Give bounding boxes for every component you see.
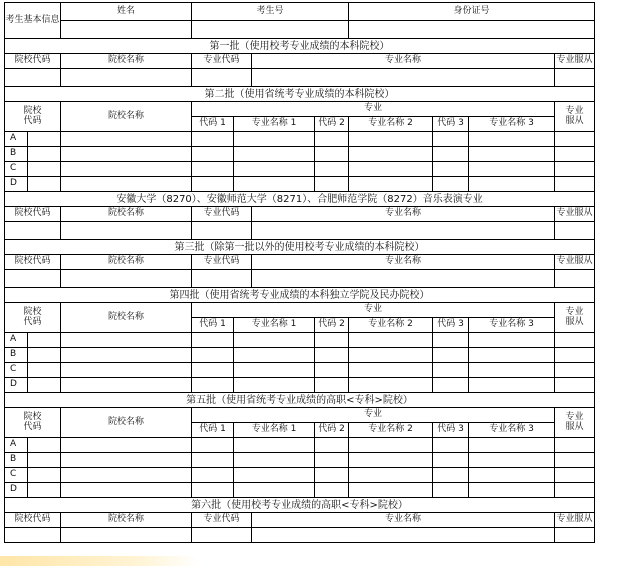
table-cell[interactable]: [469, 483, 555, 498]
table-cell[interactable]: [234, 468, 315, 483]
table-cell[interactable]: [192, 177, 234, 192]
row-letter: D: [5, 378, 28, 393]
table-cell[interactable]: [433, 348, 469, 363]
table-cell[interactable]: [349, 147, 433, 162]
code1-header: 代码 1: [192, 423, 234, 438]
table-cell[interactable]: [555, 147, 595, 162]
table-cell[interactable]: [433, 147, 469, 162]
table-cell[interactable]: [469, 468, 555, 483]
table-cell[interactable]: [433, 177, 469, 192]
table-cell[interactable]: [28, 348, 61, 363]
major-name-header: 专业名称: [252, 255, 555, 270]
school-short-label: 院校: [23, 411, 42, 422]
batch1-title: 第一批（使用校考专业成绩的本科院校）: [5, 39, 595, 54]
table-cell[interactable]: [234, 132, 315, 147]
school-name-header: 院校名称: [61, 54, 192, 69]
school-name-header: 院校名称: [61, 513, 192, 528]
table-cell[interactable]: [28, 132, 61, 147]
table-cell[interactable]: [234, 348, 315, 363]
row-letter: D: [5, 177, 28, 192]
table-cell[interactable]: [433, 363, 469, 378]
table-cell[interactable]: [192, 162, 234, 177]
table-cell[interactable]: [469, 333, 555, 348]
table-cell[interactable]: [315, 438, 349, 453]
table-cell[interactable]: [61, 468, 192, 483]
obey-bottom-label: 服从: [565, 115, 584, 126]
obey-bottom-label: 服从: [565, 316, 584, 327]
batch3-title: 第三批（除第一批以外的使用校考专业成绩的本科院校）: [5, 240, 595, 255]
name3-header: 专业名称 3: [469, 117, 555, 132]
bottom-glow-strip: [0, 556, 200, 566]
exam-no-field[interactable]: [192, 21, 349, 39]
obey-header: 专业服从: [555, 255, 595, 270]
school-name-cell[interactable]: [61, 528, 192, 543]
obey-cell[interactable]: [555, 270, 595, 288]
table-cell[interactable]: [469, 363, 555, 378]
table-cell[interactable]: [234, 333, 315, 348]
table-cell[interactable]: [433, 378, 469, 393]
major-code-cell[interactable]: [192, 222, 252, 240]
table-cell[interactable]: [469, 438, 555, 453]
table-cell[interactable]: [349, 483, 433, 498]
school-code-header: 院校代码: [5, 54, 61, 69]
table-cell[interactable]: [315, 147, 349, 162]
major-code-header: 专业代码: [192, 255, 252, 270]
row-letter: A: [5, 333, 28, 348]
major-code-header: 专业代码: [192, 207, 252, 222]
table-cell[interactable]: [555, 333, 595, 348]
row-letter: D: [5, 483, 28, 498]
table-cell[interactable]: [192, 147, 234, 162]
table-cell[interactable]: [192, 483, 234, 498]
table-cell[interactable]: [349, 378, 433, 393]
volunteer-form-table: [4, 2, 595, 543]
code-short-label: 代码: [23, 316, 42, 327]
obey-header: 专业服从: [555, 207, 595, 222]
code1-header: 代码 1: [192, 117, 234, 132]
table-cell[interactable]: [192, 468, 234, 483]
table-cell[interactable]: [28, 438, 61, 453]
code3-header: 代码 3: [433, 117, 469, 132]
row-letter: C: [5, 363, 28, 378]
name1-header: 专业名称 1: [234, 423, 315, 438]
table-cell[interactable]: [555, 348, 595, 363]
table-cell[interactable]: [61, 132, 192, 147]
table-cell[interactable]: [61, 363, 192, 378]
table-cell[interactable]: [433, 438, 469, 453]
major-code-header: 专业代码: [192, 513, 252, 528]
table-cell[interactable]: [234, 147, 315, 162]
table-cell[interactable]: [555, 453, 595, 468]
table-cell[interactable]: [555, 438, 595, 453]
table-cell[interactable]: [349, 177, 433, 192]
table-cell[interactable]: [61, 378, 192, 393]
obey-top-label: 专业: [565, 411, 584, 422]
batch6-title: 第六批（使用校考专业成绩的高职<专科>院校）: [5, 498, 595, 513]
row-letter: B: [5, 147, 28, 162]
name2-header: 专业名称 2: [349, 423, 433, 438]
school-code-header: 院校代码: [5, 255, 61, 270]
table-cell[interactable]: [28, 363, 61, 378]
table-cell[interactable]: [349, 438, 433, 453]
table-cell[interactable]: [469, 147, 555, 162]
table-cell[interactable]: [469, 378, 555, 393]
table-cell[interactable]: [433, 333, 469, 348]
table-cell[interactable]: [433, 483, 469, 498]
table-cell[interactable]: [469, 348, 555, 363]
obey-header: [555, 303, 595, 333]
table-cell[interactable]: [315, 348, 349, 363]
row-letter: B: [5, 453, 28, 468]
name2-header: 专业名称 2: [349, 318, 433, 333]
obey-bottom-label: 服从: [565, 421, 584, 432]
table-cell[interactable]: [555, 468, 595, 483]
row-letter: B: [5, 348, 28, 363]
music-title: 安徽大学（8270）、安徽师范大学（8271）、合肥师范学院（8272）音乐表演专业: [5, 192, 595, 207]
school-short-label: 院校: [23, 306, 42, 317]
table-cell[interactable]: [315, 132, 349, 147]
table-cell[interactable]: [315, 177, 349, 192]
id-no-label: 身份证号: [349, 3, 595, 21]
table-cell[interactable]: [192, 132, 234, 147]
obey-header: [555, 408, 595, 438]
table-cell[interactable]: [555, 162, 595, 177]
school-code-header: [5, 408, 61, 438]
code3-header: 代码 3: [433, 318, 469, 333]
row-letter: C: [5, 162, 28, 177]
table-cell[interactable]: [315, 363, 349, 378]
batch5-title: 第五批（使用省统考专业成绩的高职<专科>院校）: [5, 393, 595, 408]
major-code-cell[interactable]: [192, 528, 252, 543]
code2-header: 代码 2: [315, 423, 349, 438]
table-cell[interactable]: [555, 132, 595, 147]
obey-cell[interactable]: [555, 528, 595, 543]
table-cell[interactable]: [192, 378, 234, 393]
major-code-cell[interactable]: [192, 270, 252, 288]
school-name-header: 院校名称: [61, 207, 192, 222]
table-cell[interactable]: [469, 453, 555, 468]
school-code-cell[interactable]: [5, 528, 61, 543]
school-name-header: 院校名称: [61, 255, 192, 270]
school-code-header: 院校代码: [5, 207, 61, 222]
table-cell[interactable]: [469, 177, 555, 192]
table-cell[interactable]: [234, 438, 315, 453]
school-name-header: 院校名称: [61, 408, 192, 438]
table-cell[interactable]: [234, 453, 315, 468]
table-cell[interactable]: [349, 162, 433, 177]
exam-no-label: 考生号: [192, 3, 349, 21]
table-cell[interactable]: [469, 162, 555, 177]
obey-top-label: 专业: [565, 306, 584, 317]
table-cell[interactable]: [234, 363, 315, 378]
table-cell[interactable]: [192, 453, 234, 468]
table-cell[interactable]: [234, 483, 315, 498]
table-cell[interactable]: [433, 453, 469, 468]
row-letter: A: [5, 132, 28, 147]
table-cell[interactable]: [61, 333, 192, 348]
table-cell[interactable]: [28, 177, 61, 192]
table-cell[interactable]: [234, 177, 315, 192]
row-letter: C: [5, 468, 28, 483]
table-cell[interactable]: [555, 177, 595, 192]
school-name-header: 院校名称: [61, 102, 192, 132]
name2-header: 专业名称 2: [349, 117, 433, 132]
obey-header: 专业服从: [555, 54, 595, 69]
table-cell[interactable]: [61, 162, 192, 177]
obey-header: 专业服从: [555, 513, 595, 528]
table-cell[interactable]: [61, 453, 192, 468]
school-code-header: [5, 102, 61, 132]
school-code-cell[interactable]: [5, 222, 61, 240]
row-letter: A: [5, 438, 28, 453]
school-name-cell[interactable]: [61, 69, 192, 87]
table-cell[interactable]: [349, 468, 433, 483]
table-cell[interactable]: [61, 483, 192, 498]
major-name-header: 专业名称: [252, 54, 555, 69]
table-cell[interactable]: [349, 333, 433, 348]
table-cell[interactable]: [315, 333, 349, 348]
table-cell[interactable]: [192, 348, 234, 363]
obey-top-label: 专业: [565, 105, 584, 116]
table-cell[interactable]: [315, 453, 349, 468]
major-code-cell[interactable]: [192, 69, 252, 87]
table-cell[interactable]: [28, 162, 61, 177]
table-cell[interactable]: [349, 348, 433, 363]
batch2-title: 第二批（使用省统考专业成绩的本科院校）: [5, 87, 595, 102]
school-name-cell[interactable]: [61, 222, 192, 240]
name3-header: 专业名称 3: [469, 318, 555, 333]
table-cell[interactable]: [555, 363, 595, 378]
code-short-label: 代码: [23, 115, 42, 126]
batch4-title: 第四批（使用省统考专业成绩的本科独立学院及民办院校）: [5, 288, 595, 303]
table-cell[interactable]: [28, 483, 61, 498]
major-code-header: 专业代码: [192, 54, 252, 69]
table-cell[interactable]: [192, 333, 234, 348]
table-cell[interactable]: [28, 147, 61, 162]
table-cell[interactable]: [192, 438, 234, 453]
code1-header: 代码 1: [192, 318, 234, 333]
table-cell[interactable]: [28, 468, 61, 483]
table-cell[interactable]: [28, 453, 61, 468]
table-cell[interactable]: [315, 483, 349, 498]
table-cell[interactable]: [192, 363, 234, 378]
major-name-cell[interactable]: [252, 69, 555, 87]
basic-info-label: 考生基本信息: [5, 3, 61, 39]
table-cell[interactable]: [349, 453, 433, 468]
table-cell[interactable]: [315, 468, 349, 483]
table-cell[interactable]: [61, 147, 192, 162]
school-code-header: [5, 303, 61, 333]
table-cell[interactable]: [315, 378, 349, 393]
school-name-cell[interactable]: [61, 270, 192, 288]
table-cell[interactable]: [61, 177, 192, 192]
table-cell[interactable]: [349, 363, 433, 378]
code2-header: 代码 2: [315, 318, 349, 333]
table-cell[interactable]: [433, 132, 469, 147]
school-code-cell[interactable]: [5, 270, 61, 288]
major-name-cell[interactable]: [252, 528, 555, 543]
table-cell[interactable]: [433, 468, 469, 483]
table-cell[interactable]: [315, 162, 349, 177]
code-short-label: 代码: [23, 421, 42, 432]
code3-header: 代码 3: [433, 423, 469, 438]
table-cell[interactable]: [28, 333, 61, 348]
major-name-cell[interactable]: [252, 270, 555, 288]
obey-header: [555, 102, 595, 132]
code2-header: 代码 2: [315, 117, 349, 132]
name3-header: 专业名称 3: [469, 423, 555, 438]
obey-cell[interactable]: [555, 222, 595, 240]
table-cell[interactable]: [555, 483, 595, 498]
obey-cell[interactable]: [555, 69, 595, 87]
table-cell[interactable]: [28, 378, 61, 393]
name1-header: 专业名称 1: [234, 318, 315, 333]
name-label: 姓名: [61, 3, 192, 21]
id-no-field[interactable]: [349, 21, 595, 39]
school-short-label: 院校: [23, 105, 42, 116]
name-field[interactable]: [61, 21, 192, 39]
table-cell[interactable]: [234, 162, 315, 177]
school-code-cell[interactable]: [5, 69, 61, 87]
major-name-header: 专业名称: [252, 513, 555, 528]
table-cell[interactable]: [61, 348, 192, 363]
table-cell[interactable]: [469, 132, 555, 147]
table-cell[interactable]: [234, 378, 315, 393]
name1-header: 专业名称 1: [234, 117, 315, 132]
major-header: 专业: [192, 102, 555, 117]
table-cell[interactable]: [555, 378, 595, 393]
major-name-cell[interactable]: [252, 222, 555, 240]
major-name-header: 专业名称: [252, 207, 555, 222]
table-cell[interactable]: [61, 438, 192, 453]
table-cell[interactable]: [433, 162, 469, 177]
major-header: 专业: [192, 303, 555, 318]
table-cell[interactable]: [349, 132, 433, 147]
school-code-header: 院校代码: [5, 513, 61, 528]
school-name-header: 院校名称: [61, 303, 192, 333]
major-header: 专业: [192, 408, 555, 423]
